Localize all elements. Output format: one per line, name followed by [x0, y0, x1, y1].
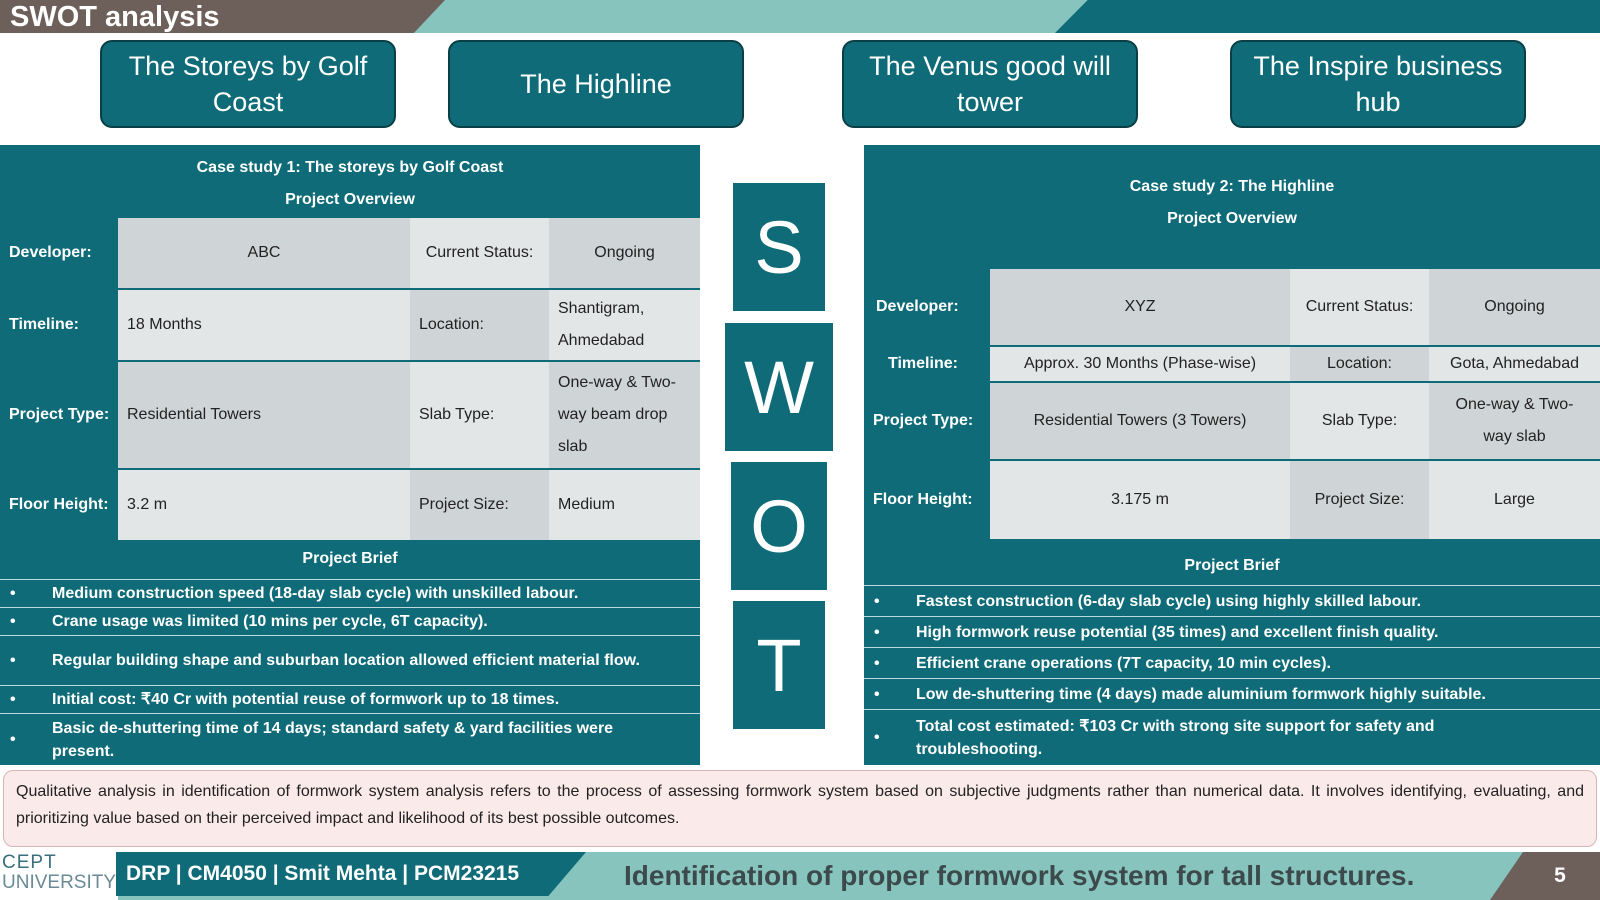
- case2-label-developer: Developer:: [864, 269, 990, 345]
- case2-brief-text: Total cost estimated: ₹103 Cr with strong site support for safety and troubleshooting.: [916, 717, 1435, 758]
- case2-value-project-type: Residential Towers (3 Towers): [990, 383, 1290, 459]
- bullet: •: [874, 654, 880, 672]
- cept-university-logo: [2, 852, 117, 896]
- case2-brief-text: Fastest construction (6-day slab cycle) using highly skilled labour.: [916, 592, 1422, 610]
- case2-value-timeline: Approx. 30 Months (Phase-wise): [990, 347, 1290, 381]
- bullet: •: [10, 691, 16, 708]
- project-button-storeys[interactable]: The Storeys by Golf Coast: [100, 40, 396, 128]
- bullet: •: [10, 731, 16, 748]
- case2-brief-text: Efficient crane operations (7T capacity, 10 min cycles).: [916, 654, 1331, 672]
- case1-brief-text: Regular building shape and suburban location allowed efficient material flow.: [52, 652, 640, 669]
- case-study-1-title: Case study 1: The storeys by Golf Coast: [196, 159, 504, 176]
- bullet: •: [874, 592, 880, 610]
- case-study-2-panel: [864, 145, 1600, 765]
- qualitative-analysis-note: Qualitative analysis in identification of formwork system analysis refers to the process of assessing formwork system based on subjective judgments rather than numerical data. It involves identifying, evaluating, and prioritizing value based on their perceived impact and likelihood of its best possible outcomes.: [3, 770, 1597, 847]
- case1-brief-item: [0, 607, 700, 635]
- case2-label-floor-height: Floor Height:: [864, 461, 990, 539]
- logo-text-top: CEPT: [2, 852, 57, 873]
- logo-text-bottom: UNIVERSITY: [2, 872, 117, 893]
- case1-value-project-type: Residential Towers: [118, 362, 410, 468]
- case2-brief-item: [864, 616, 1600, 647]
- footer-meta: DRP | CM4050 | Smit Mehta | PCM23215: [126, 862, 520, 885]
- case1-label-project-type: Project Type:: [0, 362, 118, 468]
- case1-value-floor-height: 3.2 m: [118, 470, 410, 540]
- bullet: •: [10, 585, 16, 602]
- bullet: •: [874, 729, 880, 746]
- case2-label-slab-type: Slab Type:: [1290, 383, 1429, 459]
- case1-brief-text: Medium construction speed (18-day slab cycle) with unskilled labour.: [52, 585, 579, 602]
- case2-value-slab-type: One-way & Two-way slab: [1429, 383, 1600, 459]
- case2-brief-item: [864, 647, 1600, 678]
- case1-label-developer: Developer:: [0, 218, 118, 288]
- case2-brief-item: [864, 585, 1600, 616]
- case1-brief-item: [0, 685, 700, 713]
- top-banner-accent: [1055, 0, 1600, 33]
- case2-label-location: Location:: [1290, 347, 1429, 381]
- case2-brief-text: High formwork reuse potential (35 times) and excellent finish quality.: [916, 623, 1439, 641]
- case1-brief-text: Crane usage was limited (10 mins per cycle, 6T capacity).: [52, 613, 488, 630]
- swot-letter-t: T: [731, 599, 827, 731]
- bullet: •: [874, 623, 880, 641]
- case1-brief-item: [0, 635, 700, 685]
- case1-brief-title: Project Brief: [302, 550, 398, 567]
- project-button-highline[interactable]: The Highline: [448, 40, 744, 128]
- case-study-1-panel: [0, 145, 700, 765]
- project-button-venus[interactable]: The Venus good will tower: [842, 40, 1138, 128]
- case2-value-developer: XYZ: [990, 269, 1290, 345]
- footer-title: Identification of proper formwork system for tall structures.: [624, 860, 1415, 891]
- case2-brief-text: Low de-shuttering time (4 days) made aluminium formwork highly suitable.: [916, 685, 1486, 703]
- case2-brief-title: Project Brief: [1184, 557, 1280, 574]
- case2-brief-item: [864, 678, 1600, 709]
- swot-letter-s: S: [731, 181, 827, 313]
- case1-value-status: Ongoing: [549, 218, 700, 288]
- case-study-1-overview: Project Overview: [285, 191, 415, 208]
- case1-value-location: Shantigram, Ahmedabad: [549, 290, 700, 360]
- case1-brief-text: Initial cost: ₹40 Cr with potential reuse of formwork up to 18 times.: [52, 691, 560, 708]
- case-study-2-overview: Project Overview: [1167, 210, 1297, 227]
- case2-brief-item: [864, 709, 1600, 765]
- page-number: 5: [1554, 864, 1566, 887]
- case2-value-location: Gota, Ahmedabad: [1429, 347, 1600, 381]
- case1-label-timeline: Timeline:: [0, 290, 118, 360]
- bullet: •: [874, 685, 880, 703]
- page-title: SWOT analysis: [10, 1, 220, 33]
- case2-value-status: Ongoing: [1429, 269, 1600, 345]
- case1-label-slab-type: Slab Type:: [410, 362, 549, 468]
- case2-label-status: Current Status:: [1290, 269, 1429, 345]
- case1-value-slab-type: One-way & Two-way beam drop slab: [549, 362, 700, 468]
- case1-value-project-size: Medium: [549, 470, 700, 540]
- case1-brief-item: [0, 713, 700, 765]
- case1-brief-item: [0, 579, 700, 607]
- case1-label-location: Location:: [410, 290, 549, 360]
- bullet: •: [10, 652, 16, 669]
- case1-label-project-size: Project Size:: [410, 470, 549, 540]
- case1-value-timeline: 18 Months: [118, 290, 410, 360]
- case1-label-status: Current Status:: [410, 218, 549, 288]
- case1-brief-text: Basic de-shuttering time of 14 days; standard safety & yard facilities were present.: [52, 719, 614, 760]
- case1-value-developer: ABC: [118, 218, 410, 288]
- case2-value-floor-height: 3.175 m: [990, 461, 1290, 539]
- project-button-inspire[interactable]: The Inspire business hub: [1230, 40, 1526, 128]
- case2-value-project-size: Large: [1429, 461, 1600, 539]
- swot-letter-o: O: [729, 460, 829, 592]
- case1-label-floor-height: Floor Height:: [0, 470, 118, 540]
- case2-label-timeline: Timeline:: [864, 347, 990, 381]
- case-study-2-title: Case study 2: The Highline: [1129, 178, 1335, 195]
- swot-letter-w: W: [723, 321, 835, 453]
- case2-label-project-type: Project Type:: [864, 383, 990, 459]
- case2-label-project-size: Project Size:: [1290, 461, 1429, 539]
- bullet: •: [10, 613, 16, 630]
